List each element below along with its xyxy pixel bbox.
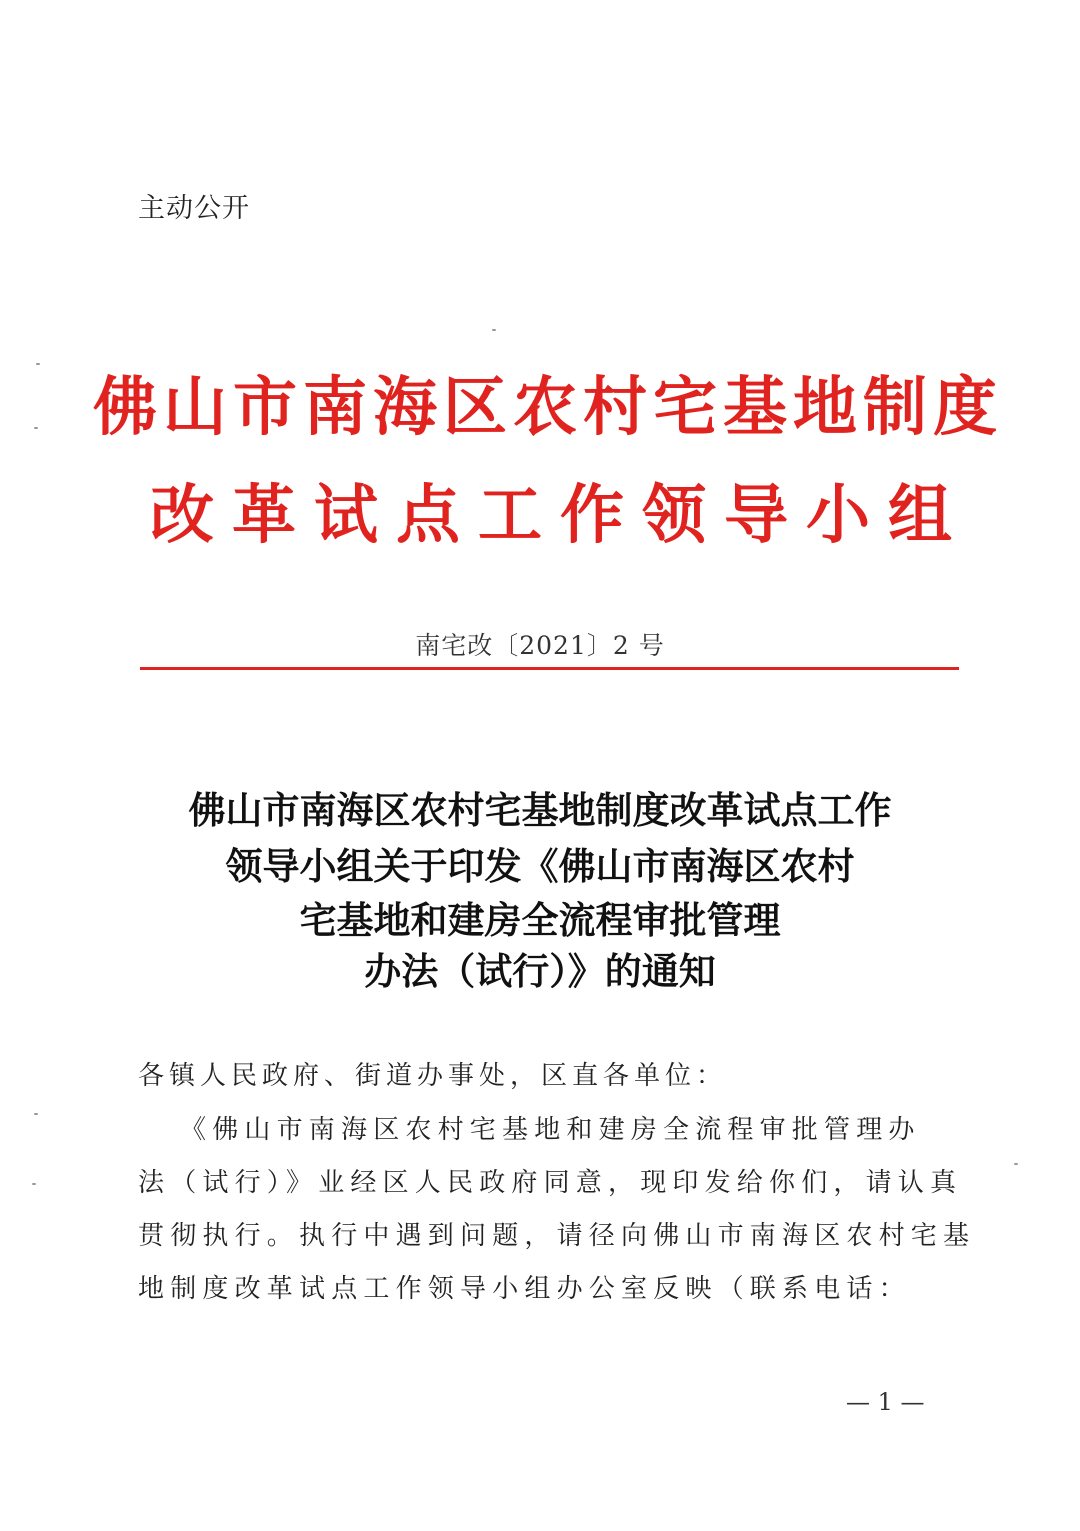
scan-speck [1014,1163,1018,1165]
issuer-header-line-1: 佛山市南海区农村宅基地制度 [93,370,1003,445]
document-number: 南宅改〔2021〕2 号 [415,631,665,660]
disclosure-label: 主动公开 [138,193,250,224]
page-number: — 1 — [846,1388,925,1416]
issuer-header-line-2: 改革试点工作领导小组 [150,478,970,553]
notice-title-line-1: 佛山市南海区农村宅基地制度改革试点工作 [188,788,892,832]
notice-title-line-3: 宅基地和建房全流程审批管理 [299,898,781,942]
scan-speck [32,1183,36,1185]
notice-title-line-2: 领导小组关于印发《佛山市南海区农村 [225,844,855,888]
body-line-2: 法（试行）》业经区人民政府同意，现印发给你们，请认真 [138,1168,963,1198]
scan-speck [492,329,496,331]
scan-speck [36,363,40,365]
notice-title-line-4: 办法（试行）》的通知 [364,949,716,993]
salutation: 各镇人民政府、街道办事处，区直各单位： [138,1061,728,1091]
scan-speck [34,1113,38,1115]
scan-speck [34,427,38,429]
body-line-3: 贯彻执行。执行中遇到问题，请径向佛山市南海区农村宅基 [138,1221,976,1251]
body-line-4: 地制度改革试点工作领导小组办公室反映（联系电话： [138,1274,911,1304]
red-divider-line [140,667,959,670]
body-line-1: 《佛山市南海区农村宅基地和建房全流程审批管理办 [180,1115,921,1145]
